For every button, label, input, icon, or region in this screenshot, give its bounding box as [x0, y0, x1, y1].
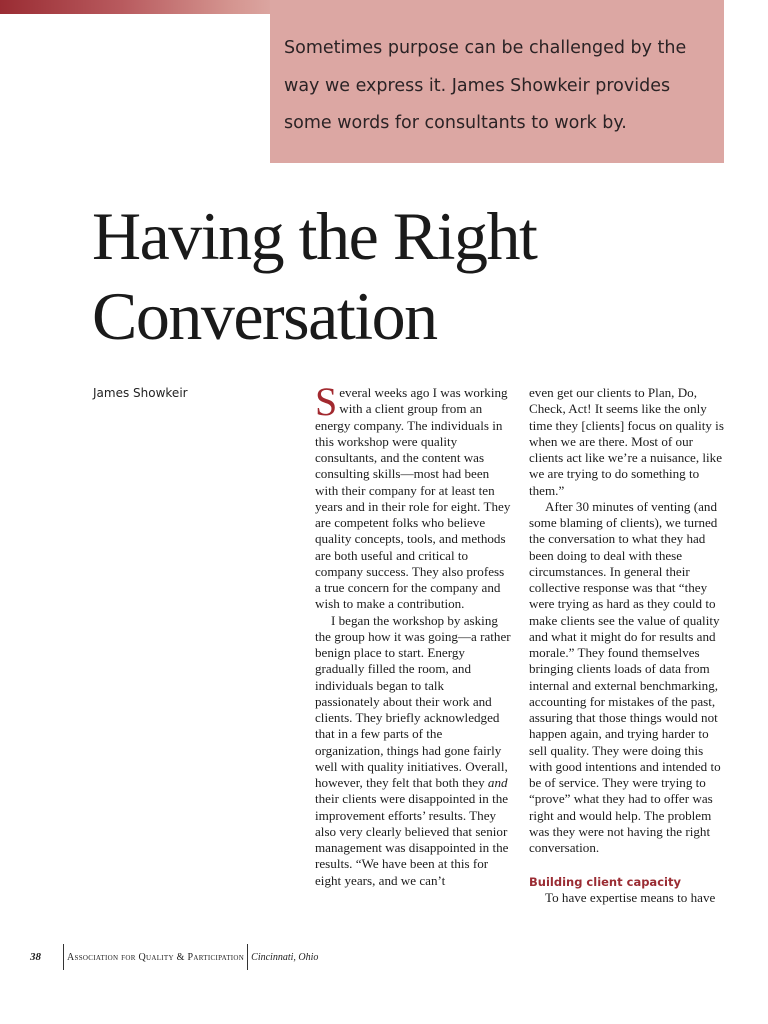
article-title: Having the Right Conversation — [92, 198, 537, 354]
footer-divider — [63, 944, 64, 970]
paragraph-5: To have expertise means to have — [545, 890, 716, 906]
page-footer — [30, 944, 318, 970]
paragraph-1-text: everal weeks ago I was working with a client group from an energy company. The individuals in this workshop were quality consultants, and the content was consulting skills—most had been with their company for at least ten years and in their role for eight. They are competent folks who believe quality concepts, tools, and methods are both useful and critical to company success. They also profess a true concern for the company and wish to make a contribution. — [315, 385, 511, 612]
paragraph-2 — [315, 613, 511, 889]
footer-organization: Association for Quality & Participation — [67, 951, 245, 963]
emphasis-and: and — [487, 775, 508, 790]
pull-quote-text: Sometimes purpose can be challenged by the way we express it. James Showkeir provides some words for consultants to work by. — [284, 38, 687, 133]
pull-quote-box — [270, 0, 724, 163]
author-byline: James Showkeir — [93, 386, 188, 400]
paragraph-4: After 30 minutes of venting (and some blaming of clients), we turned the conversation to what they had been doing to deal with these circumstances. In general their collective response was that “they were trying as hard as they could to make clients see the value of quality and what it might do for results and morale.” They found themselves bringing clients loads of data from internal and external benchmarking, accounting for mistakes of the past, assuring that those things would not happen again, and trying harder to sell quality. They were doing this with good intentions and intended to be of service. They were trying to “prove” what they had to offer was right and would help. The problem was they were not having the right conversation. — [529, 498, 721, 855]
body-column-1 — [315, 379, 511, 889]
paragraph-2-text-b: their clients were disappointed in the improvement efforts’ results. They also very clearly believed that senior management was disappointed in the results. “We have been at this for eight years, and we can’t — [315, 791, 509, 888]
drop-cap: S — [315, 379, 338, 424]
top-accent-bar — [0, 0, 270, 14]
body-column-2 — [529, 385, 725, 907]
page-number: 38 — [30, 951, 41, 963]
paragraph-3: even get our clients to Plan, Do, Check, Act! It seems like the only time they [clients] focus on quality is when we are there. Most of our clients act like we’re a nuisance, like we are trying to do something to them.” — [529, 385, 724, 498]
section-heading: Building client capacity — [529, 875, 681, 890]
footer-divider — [247, 944, 248, 970]
footer-location: Cincinnati, Ohio — [251, 951, 319, 963]
paragraph-1 — [315, 379, 511, 613]
paragraph-2-text-a: I began the workshop by asking the group how it was going—a rather benign place to start. Energy gradually filled the room, and individuals began to talk passionately about their work and clients. They briefly acknowledged that in a few parts of the organization, things had gone fairly well with quality initiatives. Overall, however, they felt that both they — [315, 612, 511, 790]
